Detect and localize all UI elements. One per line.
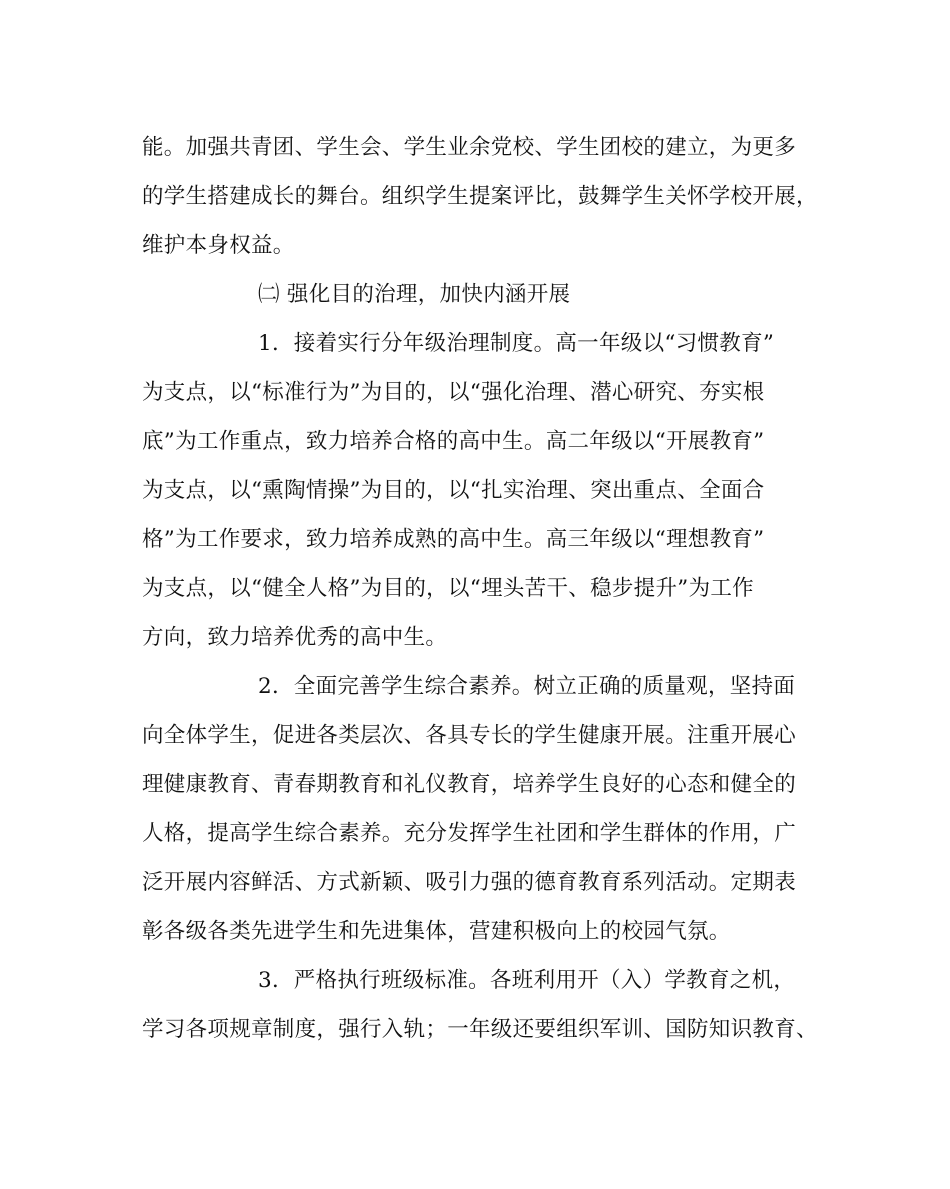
text-line: 的学生搭建成长的舞台。组织学生提案评比，鼓舞学生关怀学校开展， — [142, 184, 818, 209]
text-line: 为支点，以“健全人格”为目的，以“埋头苦干、稳步提升”为工作 — [142, 576, 754, 601]
text-line: 维护本身权益。 — [142, 233, 295, 258]
paragraph-start: 3．严格执行班级标准。各班利用开（入）学教育之机， — [258, 968, 796, 993]
text-line: 学习各项规章制度，强行入轨；一年级还要组织军训、国防知识教育、 — [142, 1017, 818, 1042]
text-line: 能。加强共青团、学生会、学生业余党校、学生团校的建立，为更多 — [142, 135, 797, 160]
section-heading: ㈡ 强化目的治理，加快内涵开展 — [258, 282, 571, 307]
text-line: 泛开展内容鲜活、方式新颖、吸引力强的德育教育系列活动。定期表 — [142, 870, 797, 895]
text-line: 向全体学生，促进各类层次、各具专长的学生健康开展。注重开展心 — [142, 723, 797, 748]
text-line: 人格，提高学生综合素养。充分发挥学生社团和学生群体的作用，广 — [142, 821, 797, 846]
text-line: 格”为工作要求，致力培养成熟的高中生。高三年级以“理想教育” — [142, 527, 765, 552]
text-line: 为支点，以“标准行为”为目的，以“强化治理、潜心研究、夯实根 — [142, 380, 765, 405]
text-line: 理健康教育、青春期教育和礼仪教育，培养学生良好的心态和健全的 — [142, 772, 797, 797]
text-line: 彰各级各类先进学生和先进集体，营建积极向上的校园气氛。 — [142, 919, 731, 944]
text-line: 方向，致力培养优秀的高中生。 — [142, 625, 448, 650]
text-line: 为支点，以“熏陶情操”为目的，以“扎实治理、突出重点、全面合 — [142, 478, 765, 503]
text-line: 底”为工作重点，致力培养合格的高中生。高二年级以“开展教育” — [142, 429, 765, 454]
paragraph-start: 2．全面完善学生综合素养。树立正确的质量观，坚持面 — [258, 674, 796, 699]
paragraph-start: 1．接着实行分年级治理制度。高一年级以“习惯教育” — [258, 331, 775, 356]
